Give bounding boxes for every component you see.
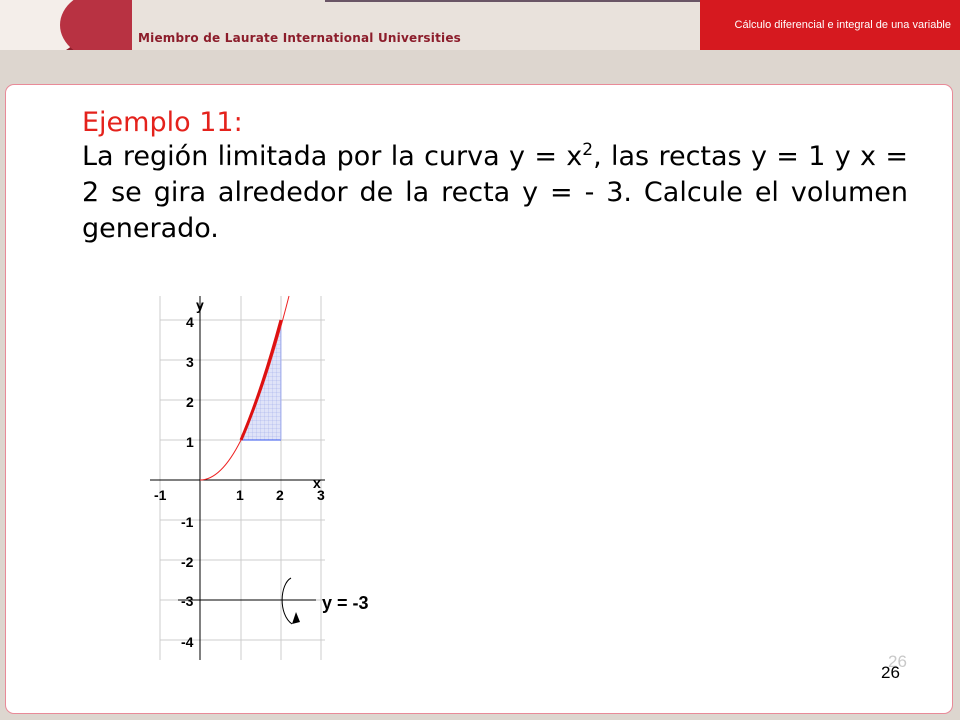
y-tick-label: -3 bbox=[181, 593, 194, 609]
y-tick-label: 4 bbox=[186, 314, 194, 330]
rotation-axis-label: y = -3 bbox=[322, 593, 369, 613]
x-tick-label: 2 bbox=[276, 487, 284, 503]
y-tick-label: 1 bbox=[186, 434, 194, 450]
course-title: Cálculo diferencial e integral de una variable bbox=[734, 19, 951, 31]
problem-text-2: , las rectas y = 1 y x = 2 se gira alrededor de la recta y = - 3. Calcule el volumen generado. bbox=[82, 141, 908, 244]
rotation-arrow bbox=[282, 578, 292, 624]
example-title: Ejemplo 11: bbox=[82, 107, 243, 138]
x-tick-label: 3 bbox=[317, 487, 325, 503]
problem-text-1: La región limitada por la curva y = x bbox=[82, 141, 583, 172]
y-tick-label: 3 bbox=[186, 354, 194, 370]
y-tick-label: -1 bbox=[181, 514, 194, 530]
y-axis-label: y bbox=[196, 297, 204, 313]
page-number-ghost: 26 bbox=[888, 652, 907, 671]
y-tick-label: 2 bbox=[186, 394, 194, 410]
x-axis-label: x bbox=[313, 475, 321, 491]
y-tick-label: -4 bbox=[181, 634, 194, 650]
member-text: Miembro de Laurate International Universities bbox=[138, 31, 462, 45]
rotation-arrowhead bbox=[292, 612, 300, 624]
x-tick-label: -1 bbox=[154, 487, 167, 503]
problem-exponent: 2 bbox=[582, 140, 594, 160]
y-tick-label: -2 bbox=[181, 554, 194, 570]
x-tick-label: 1 bbox=[236, 487, 244, 503]
page-number: 26 bbox=[881, 663, 900, 682]
